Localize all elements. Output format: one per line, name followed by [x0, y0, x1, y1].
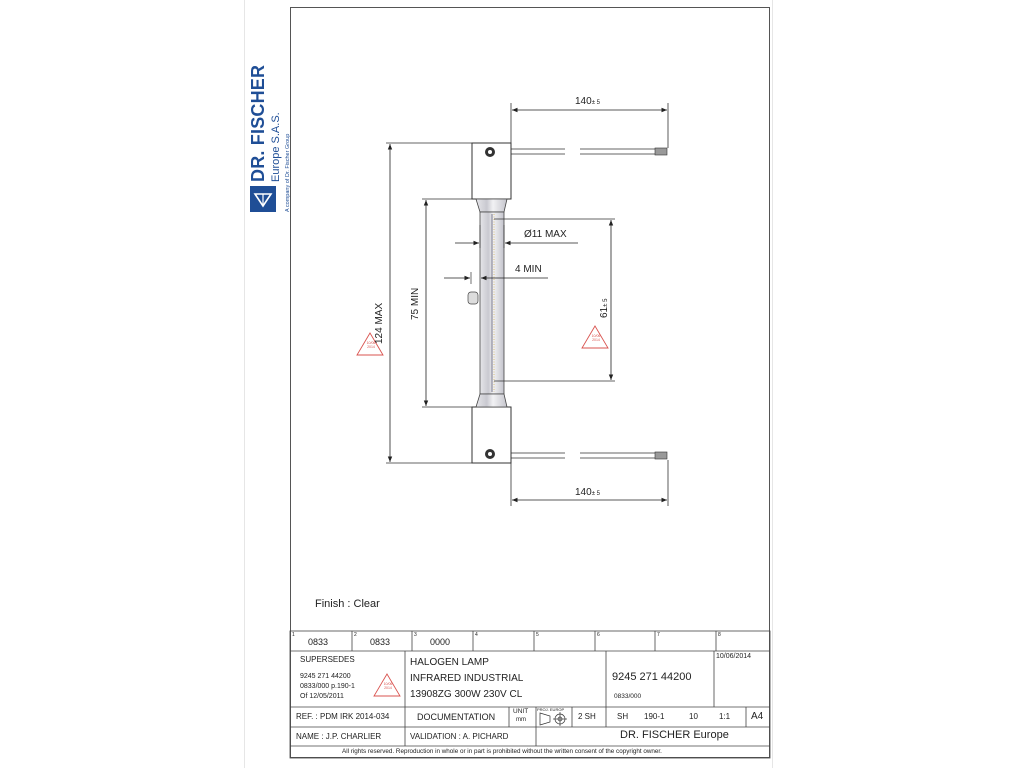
rev-idx-2: 2 [354, 632, 357, 638]
scale: 1:1 [719, 712, 731, 721]
stamp-title-text: 10/06 2014 [383, 682, 393, 690]
sheet-count: 2 SH [578, 712, 596, 721]
rev-idx-5: 5 [536, 632, 539, 638]
stamp-left-text: 10/06 2014 [366, 341, 376, 349]
title-line-2: INFRARED INDUSTRIAL [410, 673, 524, 684]
sheet-value: 190-1 [644, 712, 665, 721]
supersedes-number: 9245 271 44200 [300, 673, 351, 680]
unit-value: mm [516, 717, 526, 723]
author-name: NAME : J.P. CHARLIER [296, 732, 382, 741]
part-sub: 0833/000 [614, 693, 642, 700]
lead-bottom-dim-label: 140± 5 [575, 487, 600, 498]
supersedes-label: SUPERSEDES [300, 655, 355, 664]
top-lead-wire [511, 148, 667, 155]
logo-subtitle: Europe S.A.S. [270, 112, 282, 182]
finish-note: Finish : Clear [315, 598, 380, 610]
sheet-label: SH [617, 712, 629, 721]
dim-overall [386, 143, 472, 463]
rev-idx-1: 1 [292, 632, 295, 638]
documentation-label: DOCUMENTATION [417, 712, 496, 722]
ref-number: REF. : PDM IRK 2014-034 [296, 712, 390, 721]
exhaust-tip [468, 292, 478, 304]
drawing-date: 10/06/2014 [716, 653, 752, 660]
dim-body [422, 199, 476, 407]
unit-label: UNIT [513, 708, 529, 715]
supersedes-date: Of 12/05/2011 [300, 693, 344, 700]
overall-max-label: 124 MAX [374, 302, 385, 344]
stamp-right-text: 10/06 2014 [591, 334, 601, 342]
rev-idx-8: 8 [718, 632, 721, 638]
rev-idx-6: 6 [597, 632, 600, 638]
projection-symbol-icon [540, 712, 567, 726]
title-line-3: 13908ZG 300W 230V CL [410, 689, 523, 700]
body-min-label: 75 MIN [410, 287, 421, 320]
paper-format: A4 [751, 711, 764, 722]
rev-idx-3: 3 [414, 632, 417, 638]
logo-tagline: A company of Dr. Fischer Group [285, 133, 291, 212]
dim-lead-bottom [511, 460, 668, 506]
rev-val-2: 0833 [370, 637, 391, 647]
gap-min-label: 4 MIN [515, 264, 542, 275]
sheet-number: 10 [689, 712, 698, 721]
logo-brand: DR. FISCHER [248, 64, 268, 182]
supersedes-ref: 0833/000 p.190-1 [300, 683, 355, 690]
part-number: 9245 271 44200 [612, 671, 692, 683]
rev-idx-7: 7 [657, 632, 660, 638]
rev-val-1: 0833 [308, 637, 329, 647]
rev-val-3: 0000 [430, 637, 451, 647]
company-name: DR. FISCHER Europe [620, 729, 729, 741]
lit-length-label: 61± 5 [599, 298, 610, 318]
rev-idx-4: 4 [475, 632, 478, 638]
lead-top-dim-label: 140± 5 [575, 96, 600, 107]
glass-tube [468, 199, 507, 407]
validation-name: VALIDATION : A. PICHARD [410, 732, 509, 741]
projection-label: PROJ. EUROP [537, 707, 565, 712]
copyright-notice: All rights reserved. Reproduction in whole or in part is prohibited without the written consent of the copyright owner. [342, 748, 662, 755]
diameter-label: Ø11 MAX [524, 229, 567, 240]
dim-lead-top [511, 103, 668, 148]
title-line-1: HALOGEN LAMP [410, 657, 489, 668]
bottom-lead-wire [511, 452, 667, 459]
